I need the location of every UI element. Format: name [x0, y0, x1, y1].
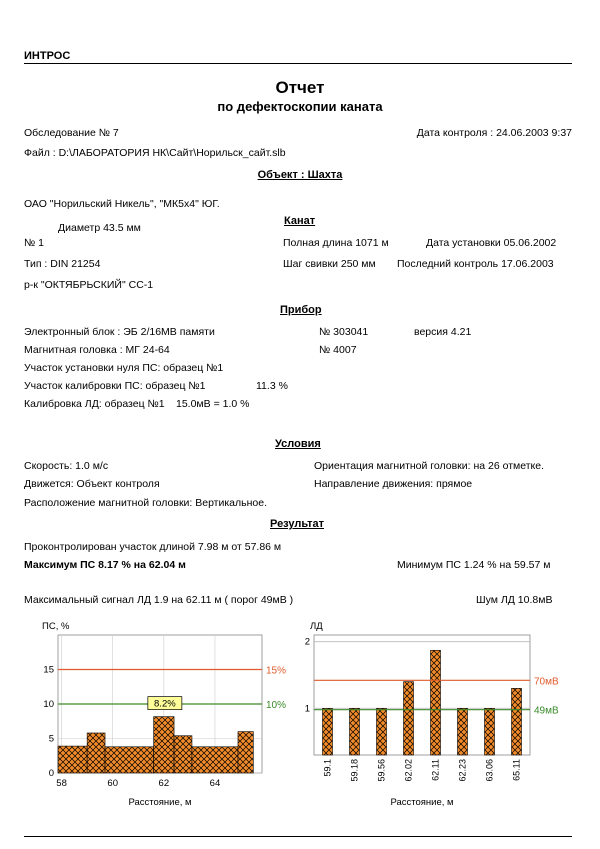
ps-chart — [0, 615, 300, 815]
device-unit-number: № 303041 — [319, 326, 369, 338]
ps-x-axis-label: Расстояние, м — [128, 797, 192, 808]
ps-y-tick-label: 15 — [43, 664, 54, 676]
conditions-moving: Движется: Объект контроля — [24, 478, 160, 490]
ps-x-tick-label: 60 — [107, 778, 118, 789]
device-heading: Прибор — [280, 304, 322, 316]
rope-length: Полная длина 1071 м — [283, 237, 389, 249]
object-org: ОАО "Норильский Никель", "МК5х4" ЮГ. — [24, 198, 220, 210]
ld-bar — [377, 708, 387, 755]
conditions-position: Расположение магнитной головки: Вертикальное. — [24, 497, 268, 509]
ld-x-tick-label: 62.11 — [430, 759, 441, 781]
rope-type: Тип : DIN 21254 — [24, 258, 101, 270]
result-checked: Проконтролирован участок длиной 7.98 м от 57.86 м — [24, 541, 282, 553]
ld-threshold-label: 49мВ — [534, 705, 559, 717]
result-heading: Результат — [270, 518, 325, 530]
ld-y-tick-label: 2 — [304, 636, 310, 648]
ps-bar — [154, 717, 174, 773]
ps-threshold-label: 15% — [266, 665, 287, 677]
ld-plot-area — [314, 635, 530, 755]
rope-mine: р-к "ОКТЯБРЬСКИЙ" СС-1 — [24, 279, 154, 291]
report-subtitle: по дефектоскопии каната — [217, 99, 383, 114]
ps-bar — [105, 747, 154, 773]
header-divider — [24, 63, 572, 64]
ld-x-tick-label: 59.1 — [322, 759, 333, 777]
rope-diameter: Диаметр 43.5 мм — [58, 222, 141, 234]
ld-bar — [512, 688, 522, 755]
ps-bar — [174, 736, 192, 773]
conditions-direction: Направление движения: прямое — [314, 478, 473, 490]
ps-bar — [87, 733, 105, 773]
result-min-ps: Минимум ПС 1.24 % на 59.57 м — [397, 559, 551, 571]
device-calib-ld-value: 15.0мВ = 1.0 % — [176, 398, 250, 410]
file-path: Файл : D:\ЛАБОРАТОРИЯ НК\Сайт\Норильск_сайт.slb — [24, 147, 286, 159]
result-noise: Шум ЛД 10.8мВ — [476, 594, 553, 606]
device-calib-ps-value: 11.3 % — [256, 380, 288, 392]
control-date: Дата контроля : 24.06.2003 9:37 — [416, 127, 572, 139]
report-title: Отчет — [275, 78, 325, 97]
ps-y-tick-label: 5 — [48, 733, 54, 745]
rope-number: № 1 — [24, 237, 45, 249]
brand: ИНТРОС — [24, 50, 71, 62]
object-heading: Объект : Шахта — [257, 169, 343, 181]
device-version: версия 4.21 — [414, 326, 472, 338]
ps-x-tick-label: 58 — [56, 778, 67, 789]
result-max-ps: Максимум ПС 8.17 % на 62.04 м — [24, 559, 186, 571]
device-unit: Электронный блок : ЭБ 2/16МВ памяти — [24, 326, 215, 338]
ld-bar — [458, 708, 468, 755]
ld-y-tick-label: 1 — [304, 703, 310, 715]
ld-x-tick-label: 59.56 — [376, 759, 387, 782]
device-head: Магнитная головка : МГ 24-64 — [24, 344, 170, 356]
device-zero-section: Участок установки нуля ПС: образец №1 — [24, 362, 224, 374]
ld-chart — [290, 615, 590, 815]
rope-install-date: Дата установки 05.06.2002 — [426, 237, 557, 249]
ld-x-tick-label: 63.06 — [484, 759, 495, 782]
ps-threshold-label: 10% — [266, 700, 287, 711]
ps-bar — [238, 732, 253, 773]
ps-bar — [58, 746, 87, 773]
ld-x-tick-label: 62.23 — [457, 759, 468, 782]
ld-bar — [323, 708, 333, 755]
ld-threshold-label: 70мВ — [534, 676, 559, 688]
ld-x-tick-label: 62.02 — [403, 759, 414, 782]
ps-bar — [192, 747, 238, 773]
ld-y-axis-label: ЛД — [310, 621, 323, 632]
device-head-number: № 4007 — [319, 344, 357, 356]
ld-x-tick-label: 59.18 — [349, 759, 360, 782]
ps-peak-annotation: 8.2% — [154, 698, 176, 710]
ld-bar — [404, 682, 414, 755]
ld-bar — [485, 708, 495, 755]
ps-y-axis-label: ПС, % — [42, 621, 70, 632]
rope-lay: Шаг свивки 250 мм — [283, 258, 376, 270]
ld-bar — [350, 708, 360, 755]
survey-number: Обследование № 7 — [24, 127, 119, 139]
ps-x-tick-label: 64 — [209, 778, 221, 789]
conditions-heading: Условия — [275, 438, 321, 450]
device-calib-ps: Участок калибровки ПС: образец №1 — [24, 380, 206, 392]
ps-y-tick-label: 10 — [43, 699, 54, 710]
conditions-speed: Скорость: 1.0 м/с — [24, 460, 109, 472]
ps-y-tick-label: 0 — [48, 768, 54, 779]
device-calib-ld: Калибровка ЛД: образец №1 — [24, 398, 165, 410]
result-max-ld: Максимальный сигнал ЛД 1.9 на 62.11 м ( порог 49мВ ) — [24, 594, 294, 606]
ld-x-axis-label: Расстояние, м — [390, 797, 454, 808]
footer-divider — [24, 836, 572, 837]
rope-heading: Канат — [284, 215, 316, 227]
conditions-orientation: Ориентация магнитной головки: на 26 отметке. — [314, 460, 545, 472]
rope-last-control: Последний контроль 17.06.2003 — [397, 258, 554, 270]
ps-x-tick-label: 62 — [158, 778, 170, 789]
ld-bar — [431, 650, 441, 755]
ld-x-tick-label: 65.11 — [511, 759, 522, 781]
